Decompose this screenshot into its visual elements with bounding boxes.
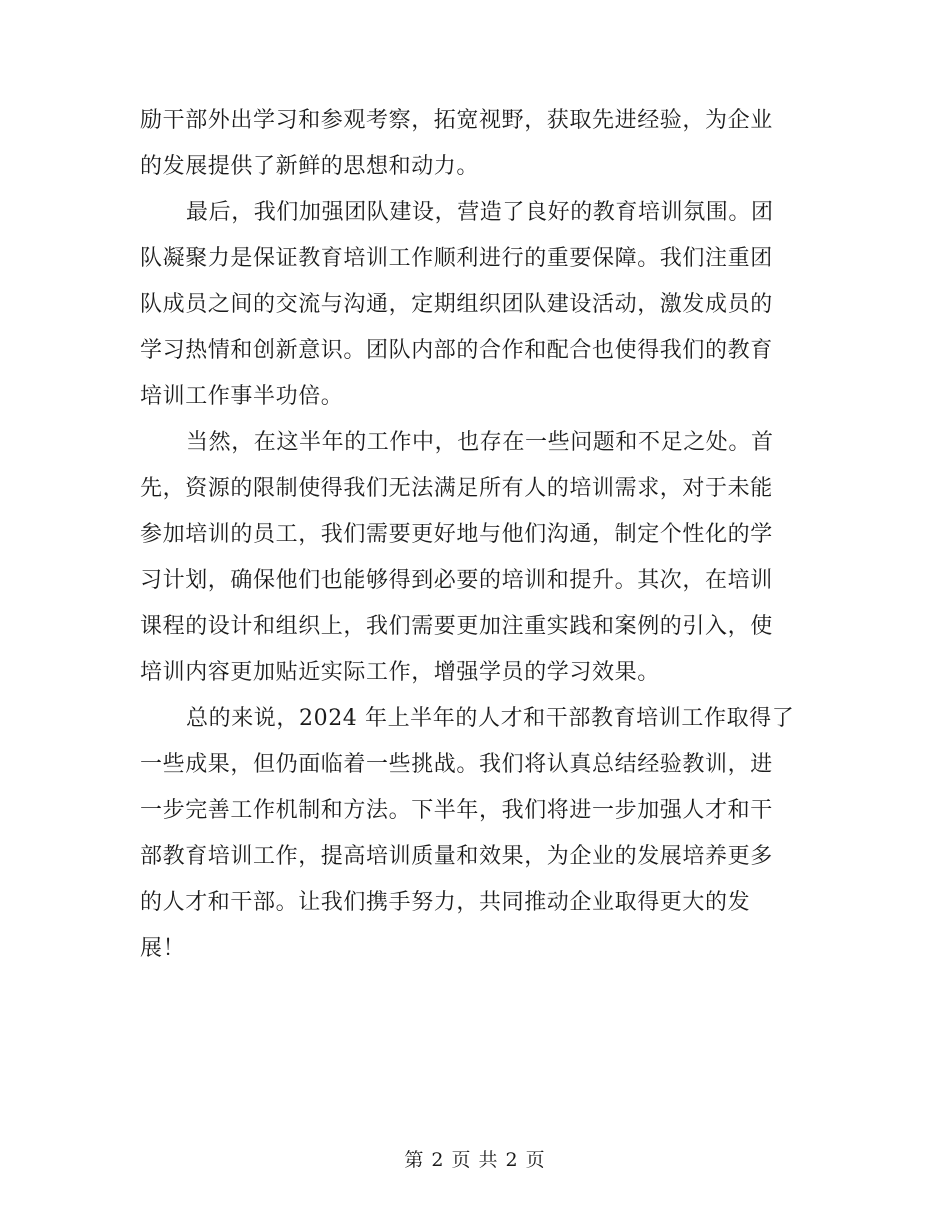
page-number-footer: 第 2 页 共 2 页 (404, 1149, 546, 1171)
text-line: 队成员之间的交流与沟通，定期组织团队建设活动，激发成员的 (140, 292, 773, 317)
text-line: 队凝聚力是保证教育培训工作顺利进行的重要保障。我们注重团 (140, 246, 773, 271)
paragraph-first-line: 最后，我们加强团队建设，营造了良好的教育培训氛围。团 (186, 200, 774, 225)
text-line: 的发展提供了新鲜的思想和动力。 (140, 154, 480, 179)
text-line: 一些成果，但仍面临着一些挑战。我们将认真总结经验教训，进 (140, 752, 773, 777)
text-line: 习计划，确保他们也能够得到必要的培训和提升。其次，在培训 (140, 568, 773, 593)
text-line: 课程的设计和组织上，我们需要更加注重实践和案例的引入，使 (140, 614, 773, 639)
text-line: 培训工作事半功倍。 (140, 384, 344, 409)
text-line: 参加培训的员工，我们需要更好地与他们沟通，制定个性化的学 (140, 522, 773, 547)
text-line: 培训内容更加贴近实际工作，增强学员的学习效果。 (140, 660, 660, 685)
text-line: 展！ (140, 936, 186, 961)
document-body (140, 98, 810, 972)
text-line: 一步完善工作机制和方法。下半年，我们将进一步加强人才和干 (140, 798, 773, 823)
text-line: 学习热情和创新意识。团队内部的合作和配合也使得我们的教育 (140, 338, 773, 363)
paragraph-first-line: 总的来说，2024 年上半年的人才和干部教育培训工作取得了 (186, 706, 795, 731)
text-line: 先，资源的限制使得我们无法满足所有人的培训需求，对于未能 (140, 476, 773, 501)
text-line: 励干部外出学习和参观考察，拓宽视野，获取先进经验，为企业 (140, 108, 773, 133)
paragraph-first-line: 当然，在这半年的工作中，也存在一些问题和不足之处。首 (186, 430, 774, 455)
text-line: 部教育培训工作，提高培训质量和效果，为企业的发展培养更多 (140, 844, 773, 869)
text-line: 的人才和干部。让我们携手努力，共同推动企业取得更大的发 (140, 890, 751, 915)
